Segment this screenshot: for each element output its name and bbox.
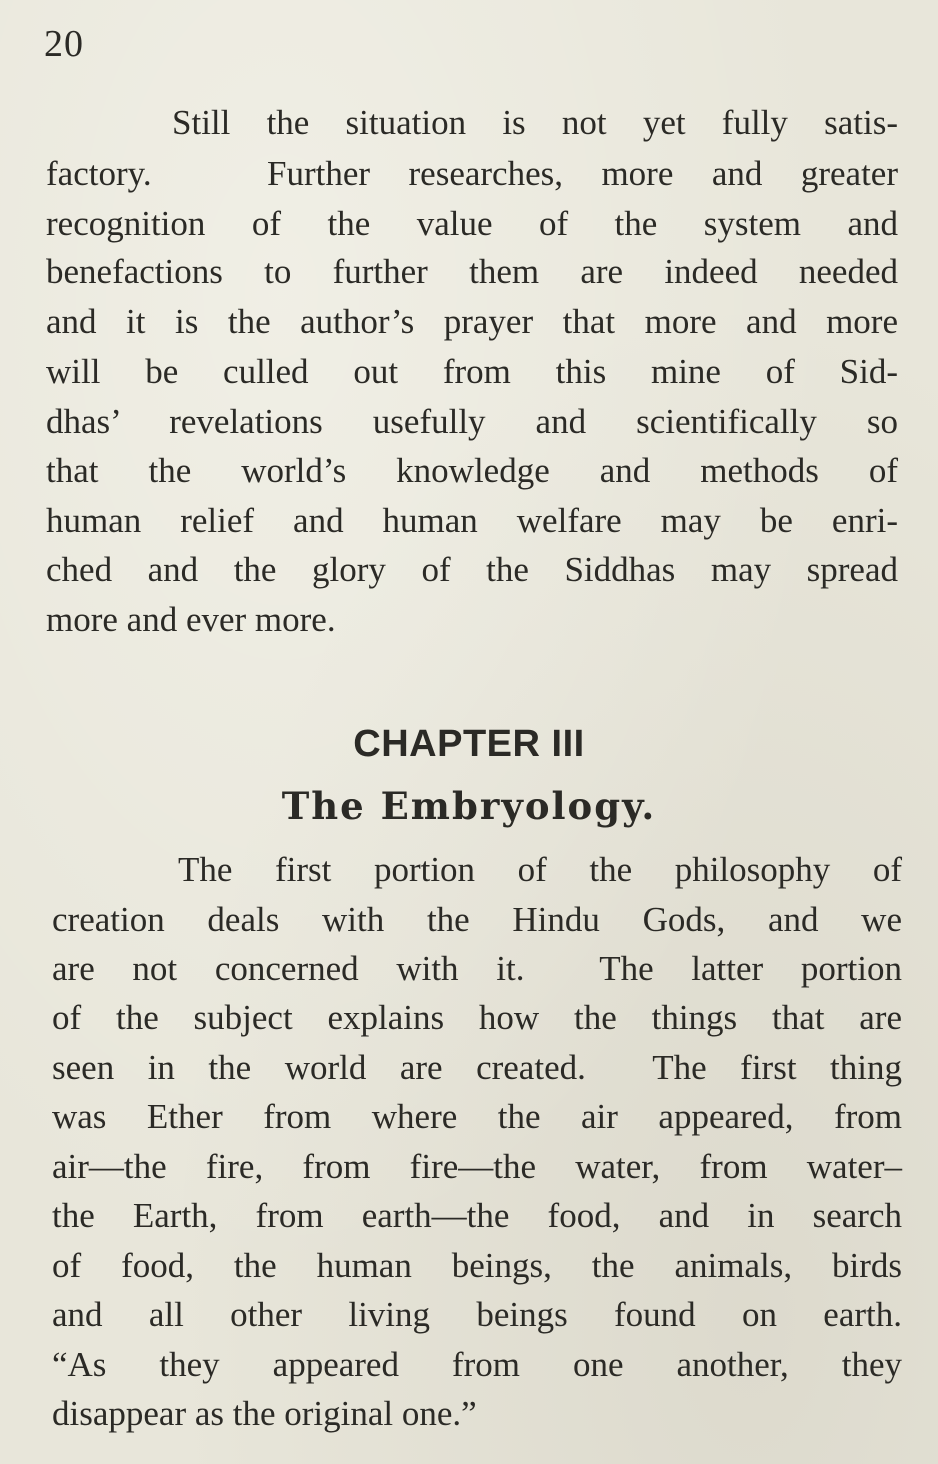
text-line: The first portion of the philosophy of xyxy=(178,850,902,889)
text-line: benefactions to further them are indeed needed xyxy=(46,252,898,291)
text-line: more and ever more. xyxy=(46,600,336,639)
text-line: Still the situation is not yet fully satis- xyxy=(172,103,898,142)
text-line: will be culled out from this mine of Sid- xyxy=(46,352,898,391)
text-line: creation deals with the Hindu Gods, and we xyxy=(52,900,902,939)
text-line: ched and the glory of the Siddhas may spread xyxy=(46,550,898,589)
page-number: 20 xyxy=(44,23,84,65)
text-line: seen in the world are created. The first thing xyxy=(52,1048,902,1087)
text-line: dhas’ revelations usefully and scientifically so xyxy=(46,402,898,441)
text-line: that the world’s knowledge and methods of xyxy=(46,451,898,490)
text-line: of food, the human beings, the animals, birds xyxy=(52,1246,902,1285)
text-line: “As they appeared from one another, they xyxy=(52,1345,902,1384)
text-line: recognition of the value of the system and xyxy=(46,204,898,243)
text-line: was Ether from where the air appeared, from xyxy=(52,1097,902,1136)
text-line: factory. Further researches, more and greater xyxy=(46,154,898,193)
text-line: and all other living beings found on earth. xyxy=(52,1295,902,1334)
chapter-subtitle: The Embryology. xyxy=(281,784,657,828)
text-line: are not concerned with it. The latter portion xyxy=(52,949,902,988)
text-line: air—the fire, from fire—the water, from water– xyxy=(52,1147,902,1186)
text-line: human relief and human welfare may be enri- xyxy=(46,501,898,540)
text-line: the Earth, from earth—the food, and in search xyxy=(52,1196,902,1235)
text-line: of the subject explains how the things that are xyxy=(52,998,902,1037)
chapter-heading: CHAPTER III xyxy=(353,723,585,765)
text-line: disappear as the original one.” xyxy=(52,1394,477,1433)
text-line: and it is the author’s prayer that more and more xyxy=(46,302,898,341)
